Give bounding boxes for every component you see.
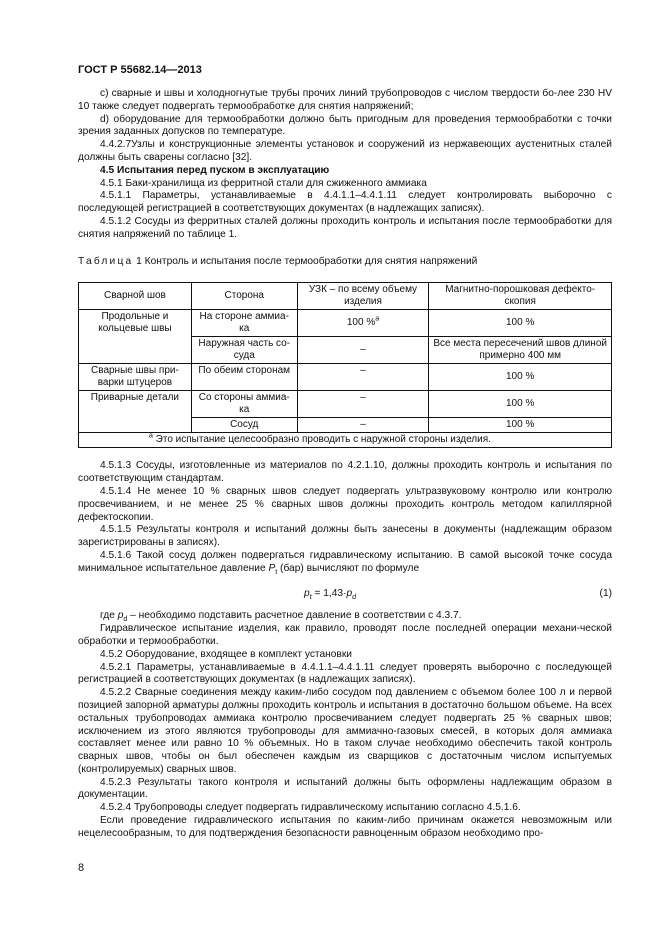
formula-number: (1)	[599, 587, 612, 599]
table-cell: Продольные и кольцевые швы	[79, 310, 192, 364]
table-cell: Сосуд	[191, 418, 297, 433]
column-header: Сварной шов	[79, 283, 192, 310]
formula	[78, 588, 612, 601]
formula-lhs: p	[304, 587, 310, 599]
table-footnote	[79, 433, 612, 448]
formula-expression	[304, 588, 356, 601]
table-row	[79, 391, 612, 418]
table-row	[79, 364, 612, 391]
pressure-symbol: P	[268, 562, 276, 574]
table-cell: –	[297, 364, 429, 391]
table-caption-label: Таблица	[78, 255, 134, 267]
paragraph: 4.5.2.3 Результаты такого контроля и испытаний должны быть оформлены надлежащим образом в документации.	[78, 776, 612, 801]
paragraph: 4.5.2 Оборудование, входящее в комплект установки	[100, 648, 352, 660]
column-header: Сторона	[191, 283, 297, 310]
formula-rhs: p	[346, 587, 353, 599]
table-cell-value: 100 %	[346, 317, 376, 329]
paragraph: 4.5.2.2 Сварные соединения между каким-либо сосудом под давлением с объемом более 100 л и первой позицией запорной арматуры должны проходить контроль и испытания в достаточно большом объеме. На всех остальных трубопроводах аммиака контролю просвечиванием следует подвергать 25 % сварных швов; исключением из этого являются трубопроводы для аммиачно-газовых смесей, в которых доля аммиака составляет менее или равно 10 % объемных. Но в таком случае необходимо обеспечить такой контроль сварных швов, чтобы он был обеспечен каждым из сварщиков с достаточным числом испытуемых (контролируемых) сварных швов.	[78, 687, 612, 775]
pressure-symbol: p	[117, 610, 124, 622]
table-cell: На стороне аммиа-ка	[191, 310, 297, 337]
paragraph: Если проведение гидравлического испытания по каким-либо причинам окажется невозможным или нецелесообразным, то для подтверждения безопасности равноценным образом необходимо про-	[78, 815, 612, 839]
paragraph: 4.5.1.1 Параметры, устанавливаемые в 4.4.1.1–4.4.1.11 следует контролировать выборочно с последующей регистрацией в соответствующих документах (в надлежащих записях).	[78, 190, 612, 215]
table-cell: –	[297, 418, 429, 433]
table-cell: 100 %	[429, 391, 612, 418]
formula-mid: = 1,43·	[311, 587, 347, 599]
column-header: УЗК – по всему объему изделия	[297, 283, 429, 310]
paragraph-text: – необходимо подставить расчетное давление в соответствии с 4.3.7.	[127, 610, 462, 622]
paragraph: 4.5.1.2 Сосуды из ферритных сталей должны проходить контроль и испытания после термообработки для снятия напряжений по таблице 1.	[78, 215, 612, 240]
section-heading: 4.5 Испытания перед пуском в эксплуатацию	[100, 164, 330, 176]
footnote-text: Это испытание целесообразно проводить с наружной стороны изделия.	[152, 434, 491, 446]
table-caption	[78, 256, 612, 269]
pressure-subscript: t	[275, 568, 278, 576]
paragraph: 4.5.2.4 Трубопроводы следует подвергать гидравлическому испытанию согласно 4.5.1.6.	[100, 802, 521, 814]
table-cell: Приварные детали	[79, 391, 192, 433]
paragraph: с) сварные и швы и холодногнутые трубы прочих линий трубопроводов с числом твердости бо-лее 230 HV 10 также следует подвергать термообработке для снятия напряжений;	[78, 88, 612, 112]
footnote-mark: а	[375, 316, 380, 324]
table-cell: Все места пересечений швов длиной примерно 400 мм	[429, 337, 612, 364]
table-cell: По обеим сторонам	[191, 364, 297, 391]
document-header: ГОСТ Р 55682.14—2013	[78, 64, 202, 76]
formula-lhs-sub: t	[309, 593, 312, 601]
paragraph: 4.4.2.7Узлы и конструкционные элементы установок и сооружений из нержавеющих аустенитных сталей должны быть сварены согласно [32].	[78, 139, 612, 163]
table-row	[79, 310, 612, 337]
paragraph	[78, 550, 612, 576]
column-header: Магнитно-порошковая дефекто-скопия	[429, 283, 612, 310]
paragraph-text: 4.5.1.6 Такой сосуд должен подвергаться гидравлическому испытанию. В самой высокой точке сосуда минимальное испытательное давление	[78, 549, 612, 574]
page-number: 8	[78, 862, 85, 874]
table-cell: 100 %	[429, 418, 612, 433]
table-header-row	[79, 283, 612, 310]
paragraph: 4.5.1.5 Результаты контроля и испытаний должны быть занесены в документы (надлежащим образом зарегистрированы в записях).	[78, 524, 612, 549]
paragraph-text: где	[100, 610, 118, 622]
table-cell: Наружная часть со-суда	[191, 337, 297, 364]
inspection-table	[78, 282, 612, 448]
table-cell: –	[297, 391, 429, 418]
paragraph-text: (бар) вычисляют по формуле	[277, 562, 420, 574]
paragraph: 4.5.1 Баки-хранилища из ферритной стали для сжиженного аммиака	[100, 177, 427, 189]
table-cell: Сварные швы при-варки штуцеров	[79, 364, 192, 391]
table-caption-text: 1 Контроль и испытания после термообработки для снятия напряжений	[133, 255, 478, 267]
footnote-mark: а	[149, 433, 153, 441]
paragraph	[78, 610, 612, 623]
table-cell: 100 %	[429, 310, 612, 337]
paragraph: 4.5.1.3 Сосуды, изготовленные из материалов по 4.2.1.10, должны проходить контроль и испытания по соответствующим стандартам.	[78, 460, 612, 485]
paragraph: 4.5.2.1 Параметры, устанавливаемые в 4.4.1.1–4.4.1.11 следует проверять выборочно с последующей регистрацией в соответствующих документах (в надлежащих записях).	[78, 661, 612, 686]
pressure-subscript: d	[123, 616, 128, 624]
document-body	[78, 88, 612, 841]
formula-rhs-sub: d	[352, 593, 357, 601]
paragraph: 4.5.1.4 Не менее 10 % сварных швов следует подвергать ультразвуковому контролю или контролю просвечиванием, и не менее 25 % сварных швов должны проходить контроль методом капиллярной дефектоскопии.	[78, 485, 612, 523]
table-cell: 100 %	[429, 364, 612, 391]
table-cell: Со стороны аммиа-ка	[191, 391, 297, 418]
paragraph: d) оборудование для термообработки должно быть пригодным для проведения термообработки с точки зрения заданных допусков по температуре.	[78, 113, 612, 138]
paragraph: Гидравлическое испытание изделия, как правило, проводят после последней операции механи-ческой обработки и термообработки.	[78, 623, 612, 647]
table-cell	[297, 310, 429, 337]
table-footnote-row	[79, 433, 612, 448]
table-cell: –	[297, 337, 429, 364]
